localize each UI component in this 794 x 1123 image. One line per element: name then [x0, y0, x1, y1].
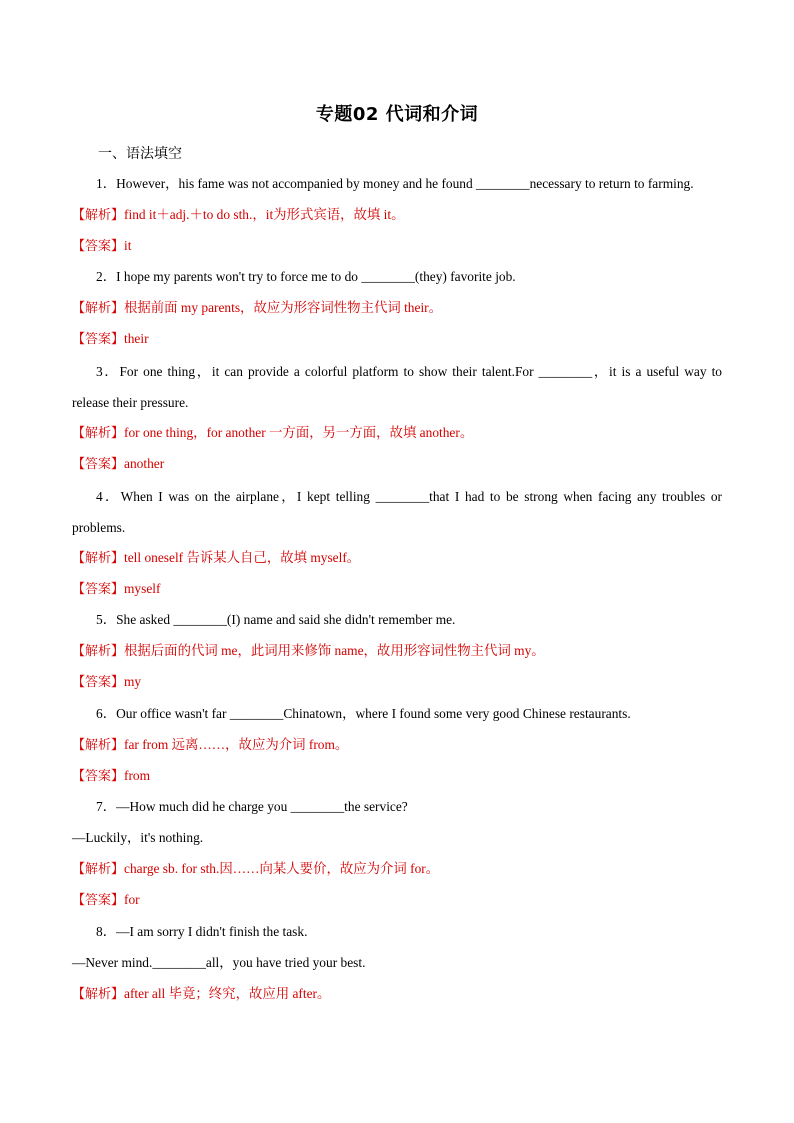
analysis-8: 【解析】after all 毕竟；终究，故应用 after。 [72, 986, 331, 1002]
question-7-reply: —Luckily，it's nothing. [72, 830, 204, 845]
answer-1: 【答案】it [72, 238, 132, 254]
question-8: 8．—I am sorry I didn't finish the task. [96, 924, 308, 939]
question-7: 7．—How much did he charge you ________the service? [96, 799, 408, 814]
question-4: 4．When I was on the airplane，I kept telling ________that I had to be strong when facing any troubles or problems. [72, 489, 722, 535]
analysis-5: 【解析】根据后面的代词 me，此词用来修饰 name，故用形容词性物主代词 my。 [72, 643, 545, 659]
question-3: 3．For one thing，it can provide a colorful platform to show their talent.For ________，it is a useful way to release their pressure. [72, 364, 722, 410]
analysis-6: 【解析】far from 远离……，故应为介词 from。 [72, 737, 349, 753]
answer-6: 【答案】from [72, 768, 151, 784]
question-5: 5．She asked ________(I) name and said she didn't remember me. [96, 612, 456, 627]
question-2: 2．I hope my parents won't try to force me to do ________(they) favorite job. [96, 269, 516, 284]
question-1: 1．However，his fame was not accompanied by money and he found ________necessary to return to farming. [96, 176, 694, 191]
analysis-1: 【解析】find it＋adj.＋to do sth.，it为形式宾语，故填 it。 [72, 207, 405, 223]
page-title: 专题02 代词和介词 [315, 104, 479, 125]
analysis-2: 【解析】根据前面 my parents，故应为形容词性物主代词 their。 [72, 300, 443, 316]
analysis-3: 【解析】for one thing，for another 一方面，另一方面，故填 another。 [72, 425, 474, 441]
answer-3: 【答案】another [72, 456, 165, 472]
question-6: 6．Our office wasn't far ________Chinatown，where I found some very good Chinese restaurants. [96, 706, 631, 721]
answer-7: 【答案】for [72, 892, 140, 908]
answer-5: 【答案】my [72, 674, 142, 690]
answer-2: 【答案】their [72, 331, 149, 347]
answer-4: 【答案】myself [72, 581, 161, 597]
section-heading: 一、语法填空 [98, 146, 182, 162]
question-8-reply: —Never mind.________all，you have tried your best. [72, 955, 366, 970]
analysis-4: 【解析】tell oneself 告诉某人自己，故填 myself。 [72, 550, 361, 566]
analysis-7: 【解析】charge sb. for sth.因……向某人要价，故应为介词 for。 [72, 861, 440, 877]
